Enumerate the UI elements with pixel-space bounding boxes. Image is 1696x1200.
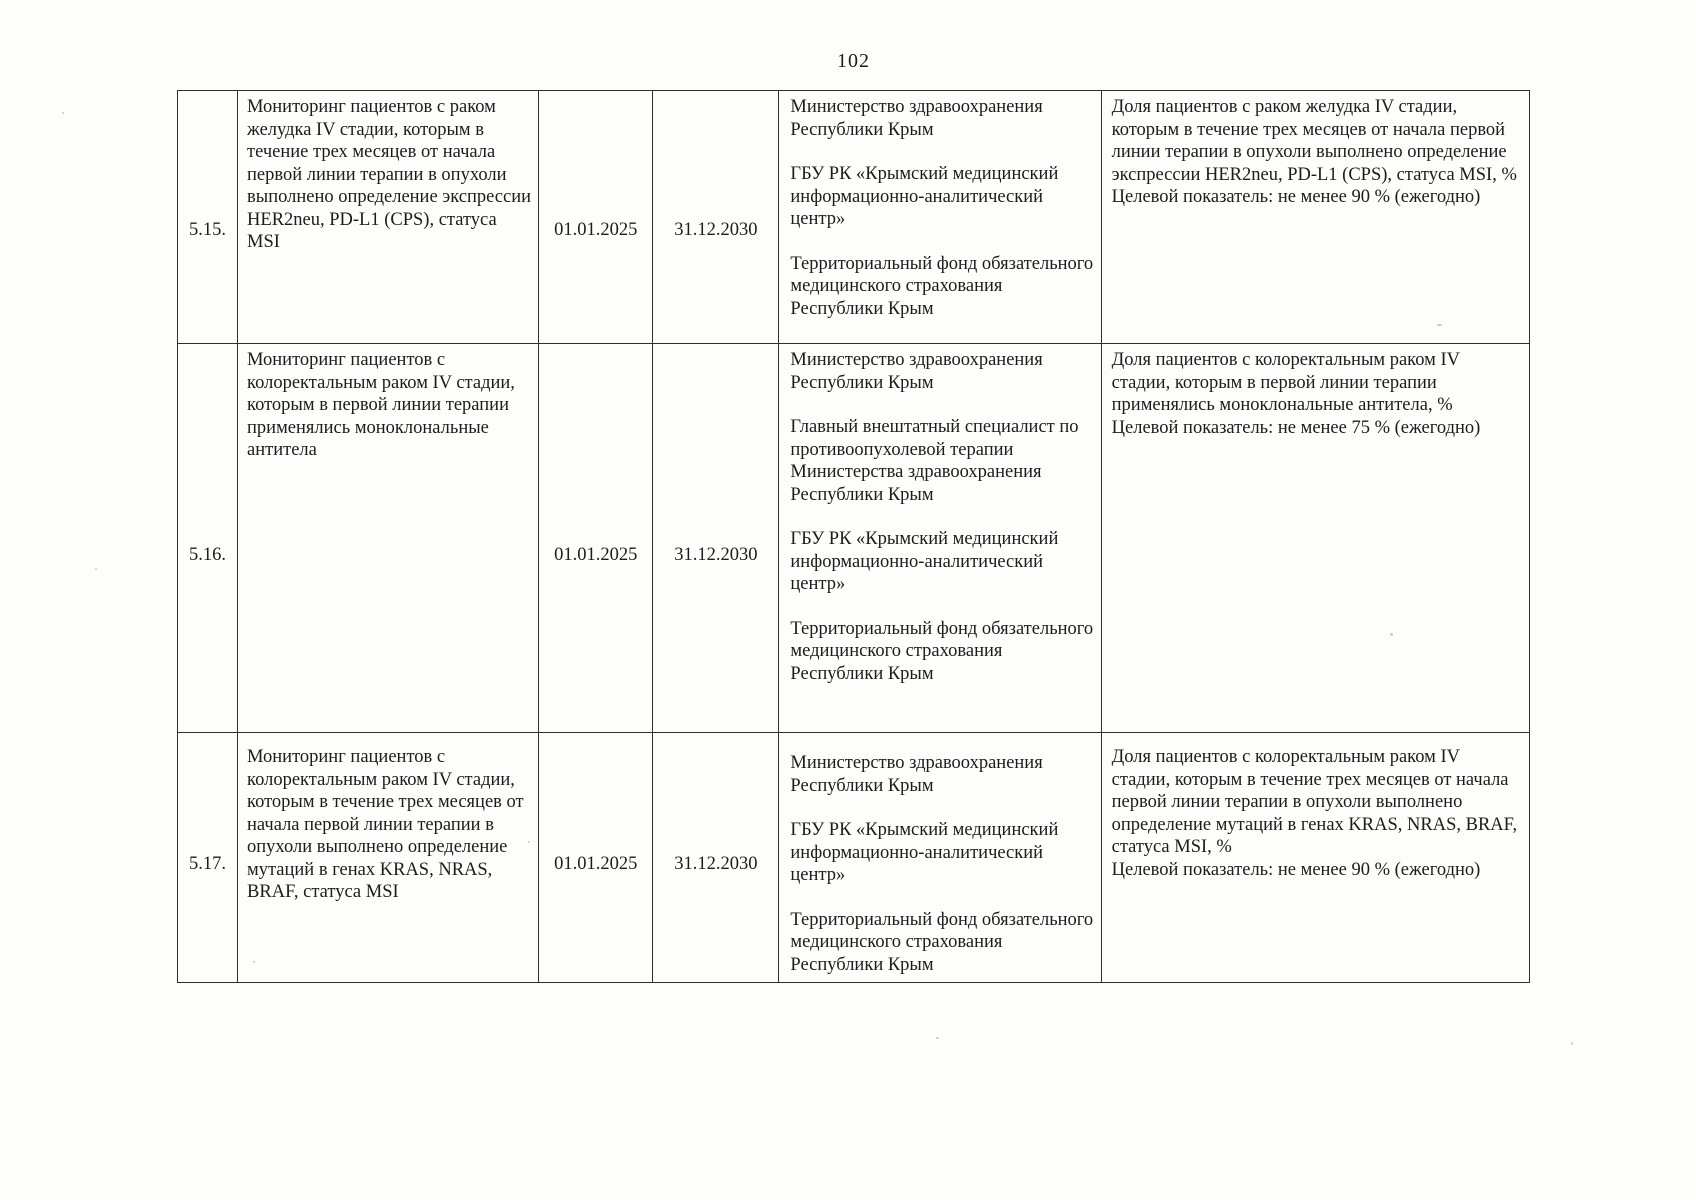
executor-paragraph: ГБУ РК «Крымский медицинский информационно-аналитический центр» [790,820,1059,885]
row-number-cell: 5.17. [178,733,238,983]
executors-cell [779,344,1101,733]
executor-paragraph: Министерство здравоохранения Республики Крым [790,350,1043,393]
activity-cell: Мониторинг пациентов с раком желудка IV стадии, которым в течение трех месяцев от начала первой линии терапии в опухоли выполнено определение экспрессии HER2neu, PD-L1 (CPS), статуса MSI [238,91,539,344]
end-date-cell: 31.12.2030 [653,344,779,733]
activity-cell: Мониторинг пациентов с колоректальным раком IV стадии, которым в течение трех месяцев от начала первой линии терапии в опухоли выполнено определение мутаций в генах KRAS, NRAS, BRAF, статуса MSI [238,733,539,983]
activity-cell: Мониторинг пациентов с колоректальным раком IV стадии, которым в первой линии терапии применялись моноклональные антитела [238,344,539,733]
executor-paragraph: Министерство здравоохранения Республики Крым [790,97,1043,140]
page-number: 102 [837,50,870,72]
end-date-cell: 31.12.2030 [653,91,779,344]
document-table [177,90,1530,983]
indicator-text: Доля пациентов с колоректальным раком IV стадии, которым в течение трех месяцев от начала первой линии терапии в опухоли выполнено определение мутаций в генах KRAS, NRAS, BRAF, статуса MSI, % [1111,747,1518,857]
indicator-cell [1101,344,1529,733]
target-text: Целевой показатель: не менее 90 % (ежегодно) [1111,859,1481,880]
table-row [178,733,1530,983]
row-number-cell: 5.16. [178,344,238,733]
target-text: Целевой показатель: не менее 75 % (ежегодно) [1111,417,1481,438]
executors-cell [779,91,1101,344]
executor-paragraph: Территориальный фонд обязательного медицинского страхования Республики Крым [790,909,1094,975]
end-date-cell: 31.12.2030 [653,733,779,983]
executor-paragraph: Главный внештатный специалист по противоопухолевой терапии Министерства здравоохранения Республики Крым [790,417,1079,505]
start-date-cell: 01.01.2025 [539,733,653,983]
executor-paragraph: Территориальный фонд обязательного медицинского страхования Республики Крым [790,618,1094,684]
executor-paragraph: Территориальный фонд обязательного медицинского страхования Республики Крым [790,253,1094,319]
table-row [178,344,1530,733]
executors-cell [779,733,1101,983]
table-row [178,91,1530,344]
row-number-cell: 5.15. [178,91,238,344]
start-date-cell: 01.01.2025 [539,344,653,733]
executor-paragraph: ГБУ РК «Крымский медицинский информационно-аналитический центр» [790,529,1059,594]
indicator-cell [1101,91,1529,344]
indicator-text: Доля пациентов с колоректальным раком IV стадии, которым в первой линии терапии применялись моноклональные антитела, % [1111,350,1460,415]
indicator-cell [1101,733,1529,983]
executor-paragraph: Министерство здравоохранения Республики Крым [790,753,1043,796]
executor-paragraph: ГБУ РК «Крымский медицинский информационно-аналитический центр» [790,164,1059,229]
target-text: Целевой показатель: не менее 90 % (ежегодно) [1111,187,1481,207]
start-date-cell: 01.01.2025 [539,91,653,344]
indicator-text: Доля пациентов с раком желудка IV стадии, которым в течение трех месяцев от начала первой линии терапии в опухоли выполнено определение экспрессии HER2neu, PD-L1 (CPS), статуса MSI, % [1111,97,1517,185]
